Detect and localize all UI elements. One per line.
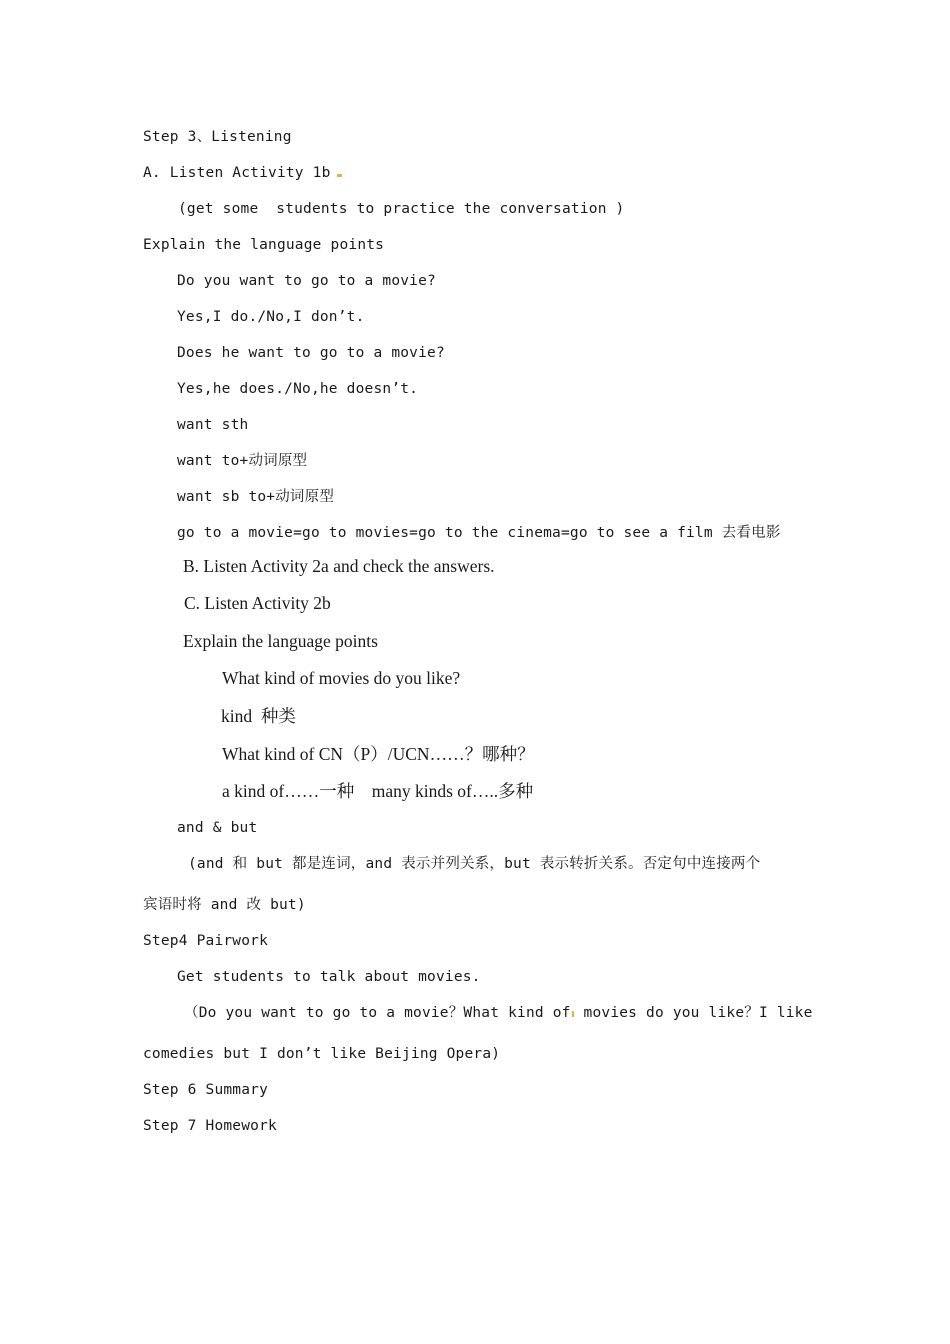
highlight-mark bbox=[572, 1011, 574, 1017]
listen-activity-2a: B. Listen Activity 2a and check the answers. bbox=[183, 556, 495, 576]
pairwork-example: comedies but I don’t like Beijing Opera) bbox=[143, 1046, 501, 1062]
pairwork-example-b: movies do you like？I like bbox=[574, 1005, 813, 1021]
listen-activity-2b: C. Listen Activity 2b bbox=[184, 593, 331, 613]
grammar-note: 宾语时将 and 改 but) bbox=[143, 897, 306, 913]
grammar-point: want to+动词原型 bbox=[177, 453, 308, 469]
grammar-point: want sb to+动词原型 bbox=[177, 489, 335, 505]
grammar-note: (and 和 but 都是连词，and 表示并列关系，but 表示转折关系。否定句中连接两个 bbox=[188, 856, 761, 872]
example-sentence: Does he want to go to a movie? bbox=[177, 345, 445, 361]
step3-heading: Step 3、Listening bbox=[143, 129, 292, 145]
pairwork-instruction: Get students to talk about movies. bbox=[177, 969, 481, 985]
grammar-point: want sth bbox=[177, 417, 249, 433]
practice-note: (get some students to practice the conversation ) bbox=[178, 201, 625, 217]
highlight-mark bbox=[337, 174, 342, 177]
listen-1b-text: A. Listen Activity 1b bbox=[143, 165, 331, 181]
explain-heading-1: Explain the language points bbox=[143, 237, 385, 253]
grammar-point: and & but bbox=[177, 820, 258, 836]
step4-heading: Step4 Pairwork bbox=[143, 933, 269, 949]
listen-activity-1b bbox=[143, 163, 342, 183]
grammar-point: go to a movie=go to movies=go to the cinema=go to see a film 去看电影 bbox=[177, 525, 781, 541]
grammar-point: What kind of CN（P）/UCN……？哪种？ bbox=[222, 744, 535, 764]
explain-heading-2: Explain the language points bbox=[183, 631, 378, 651]
step7-heading: Step 7 Homework bbox=[143, 1118, 277, 1134]
example-sentence: Yes,he does./No,he doesn’t. bbox=[177, 381, 419, 397]
step6-heading: Step 6 Summary bbox=[143, 1082, 269, 1098]
grammar-point: a kind of……一种 many kinds of…..多种 bbox=[222, 781, 534, 801]
example-sentence: Yes,I do./No,I don’t. bbox=[177, 309, 365, 325]
example-sentence: Do you want to go to a movie? bbox=[177, 273, 436, 289]
vocabulary-item: kind 种类 bbox=[221, 706, 296, 726]
pairwork-example bbox=[184, 1003, 813, 1023]
example-sentence: What kind of movies do you like? bbox=[222, 668, 461, 688]
pairwork-example-a: （Do you want to go to a movie？What kind of bbox=[184, 1005, 571, 1021]
